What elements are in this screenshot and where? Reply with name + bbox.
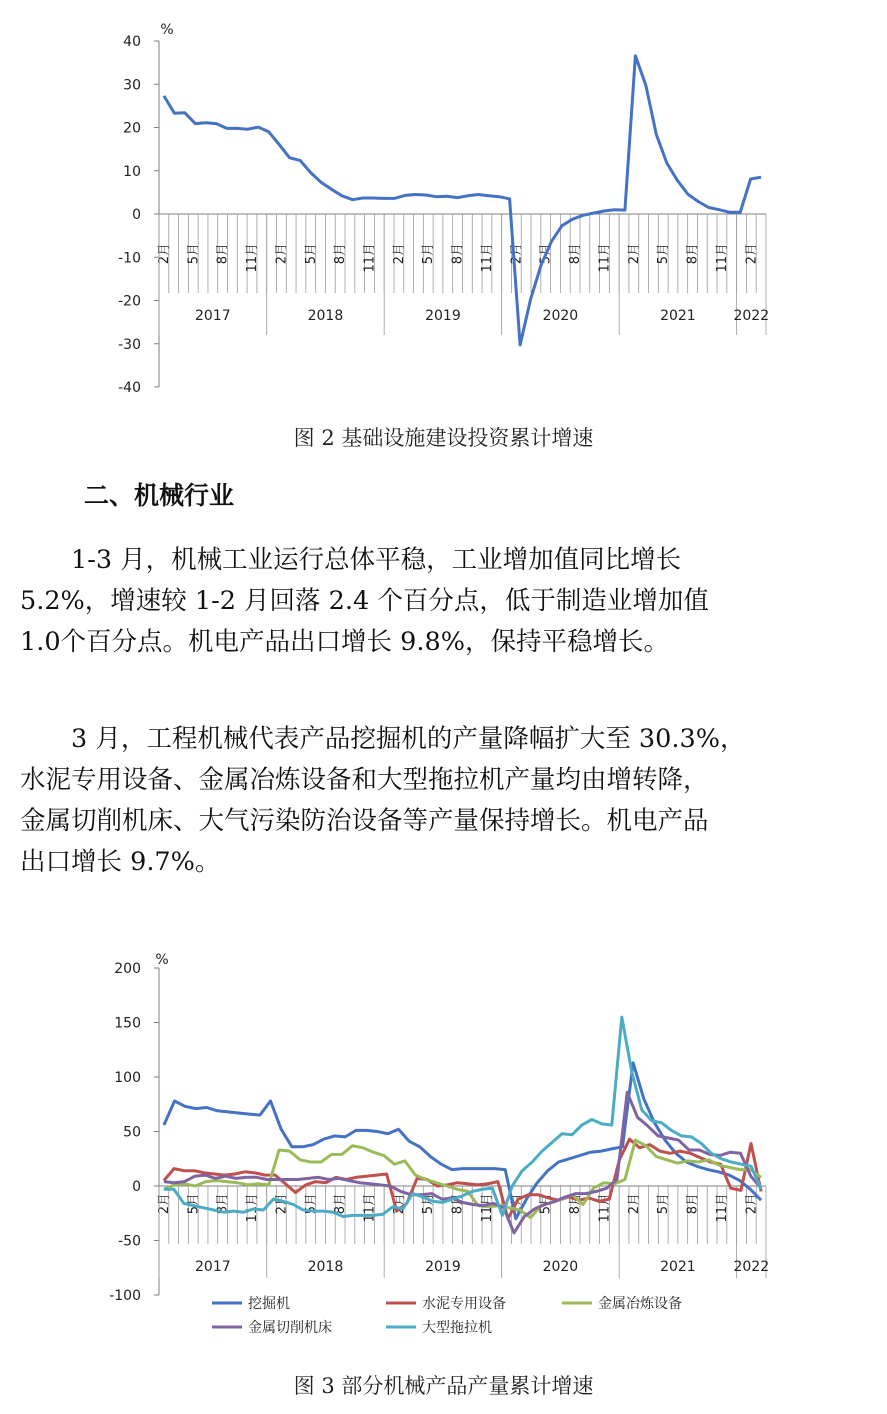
x-month-label: 8月 — [333, 1193, 349, 1215]
x-month-label: 2月 — [744, 243, 760, 265]
x-month-label: 11月 — [245, 1193, 261, 1223]
x-month-label: 8月 — [568, 1193, 584, 1215]
legend-label: 金属切削机床 — [248, 1320, 332, 1336]
x-month-label: 5月 — [421, 243, 437, 265]
paragraph-1 — [20, 540, 870, 663]
x-month-label: 11月 — [714, 243, 730, 273]
series-line-1 — [164, 56, 761, 345]
y-tick-label: -100 — [109, 1288, 141, 1304]
paragraph-line: 3 月，工程机械代表产品挖掘机的产量降幅扩大至 30.3%， — [71, 724, 746, 754]
legend-label: 水泥专用设备 — [422, 1296, 506, 1312]
x-month-label: 2月 — [156, 243, 172, 265]
x-month-label: 11月 — [479, 243, 495, 273]
x-month-label: 2月 — [626, 243, 642, 265]
x-month-label: 2月 — [391, 1193, 407, 1215]
y-tick-label: 200 — [114, 961, 141, 977]
x-month-label: 8月 — [685, 1193, 701, 1215]
x-year-label: 2021 — [660, 1259, 696, 1275]
x-year-label: 2022 — [733, 308, 770, 324]
x-month-label: 8月 — [568, 243, 584, 265]
x-year-label: 2019 — [425, 308, 461, 324]
x-month-label: 2月 — [156, 1193, 172, 1215]
x-month-label: 5月 — [303, 243, 319, 265]
x-month-label: 2月 — [391, 243, 407, 265]
section-heading: 二、机械行业 — [84, 481, 235, 510]
x-year-label: 2019 — [425, 1259, 461, 1275]
legend-label: 金属冶炼设备 — [598, 1296, 682, 1312]
x-year-label: 2021 — [660, 308, 696, 324]
x-year-label: 2018 — [307, 308, 344, 324]
y-tick-label: -10 — [118, 250, 141, 267]
paragraph-line: 金属切削机床、大气污染防治设备等产量保持增长。机电产品 — [20, 806, 709, 836]
x-month-label: 11月 — [597, 1193, 613, 1223]
paragraph-line: 1-3 月，机械工业运行总体平稳，工业增加值同比增长 — [71, 545, 682, 575]
x-month-label: 11月 — [362, 1193, 378, 1223]
y-tick-label: 50 — [123, 1124, 141, 1141]
y-tick-label: 20 — [123, 120, 141, 137]
figure-3-caption: 图 3 部分机械产品产量累计增速 — [293, 1374, 594, 1398]
x-month-label: 8月 — [215, 243, 231, 265]
x-month-label: 5月 — [186, 243, 202, 265]
x-year-label: 2022 — [733, 1259, 770, 1275]
paragraph-2 — [20, 719, 870, 883]
infrastructure-investment-chart — [0, 10, 887, 405]
x-month-label: 11月 — [479, 1193, 495, 1223]
x-month-label: 5月 — [186, 1193, 202, 1215]
machinery-output-chart — [0, 950, 887, 1345]
x-year-label: 2020 — [542, 308, 579, 324]
x-month-label: 8月 — [685, 243, 701, 265]
y-tick-label: 100 — [114, 1070, 141, 1086]
x-year-label: 2018 — [307, 1259, 344, 1275]
x-year-label: 2017 — [195, 1259, 231, 1275]
x-month-label: 11月 — [362, 243, 378, 273]
y-tick-label: 10 — [123, 163, 141, 180]
x-month-label: 5月 — [538, 243, 554, 265]
x-month-label: 5月 — [421, 1193, 437, 1215]
paragraph-line: 出口增长 9.7%。 — [20, 847, 221, 877]
x-month-label: 2月 — [509, 1193, 525, 1215]
y-tick-label: 40 — [123, 34, 141, 50]
y-tick-label: -40 — [118, 380, 141, 396]
y-unit-label: % — [160, 22, 174, 38]
y-tick-label: 150 — [114, 1015, 141, 1032]
x-month-label: 2月 — [274, 1193, 290, 1215]
x-month-label: 11月 — [597, 243, 613, 273]
x-month-label: 5月 — [303, 1193, 319, 1215]
y-tick-label: 0 — [132, 207, 141, 223]
x-month-label: 8月 — [450, 243, 466, 265]
x-year-label: 2017 — [195, 308, 231, 324]
y-tick-label: 30 — [123, 77, 141, 94]
y-tick-label: -50 — [118, 1233, 141, 1250]
x-month-label: 8月 — [450, 1193, 466, 1215]
x-month-label: 2月 — [744, 1193, 760, 1215]
x-month-label: 2月 — [274, 243, 290, 265]
paragraph-line: 1.0个百分点。机电产品出口增长 9.8%，保持平稳增长。 — [20, 627, 669, 657]
legend-label: 大型拖拉机 — [422, 1320, 492, 1336]
y-tick-label: -30 — [118, 336, 141, 353]
x-month-label: 11月 — [245, 243, 261, 273]
figure-2-caption: 图 2 基础设施建设投资累计增速 — [293, 426, 594, 450]
y-unit-label: % — [155, 952, 169, 968]
x-month-label: 8月 — [333, 243, 349, 265]
x-month-label: 5月 — [538, 1193, 554, 1215]
x-month-label: 5月 — [656, 243, 672, 265]
x-month-label: 2月 — [626, 1193, 642, 1215]
x-month-label: 5月 — [656, 1193, 672, 1215]
y-tick-label: -20 — [118, 293, 141, 310]
y-tick-label: 0 — [132, 1179, 141, 1195]
x-month-label: 2月 — [509, 243, 525, 265]
paragraph-line: 水泥专用设备、金属冶炼设备和大型拖拉机产量均由增转降， — [20, 765, 709, 795]
legend-label: 挖掘机 — [248, 1296, 290, 1312]
x-month-label: 8月 — [215, 1193, 231, 1215]
x-month-label: 11月 — [714, 1193, 730, 1223]
x-year-label: 2020 — [542, 1259, 579, 1275]
paragraph-line: 5.2%，增速较 1-2 月回落 2.4 个百分点，低于制造业增加值 — [20, 586, 709, 616]
